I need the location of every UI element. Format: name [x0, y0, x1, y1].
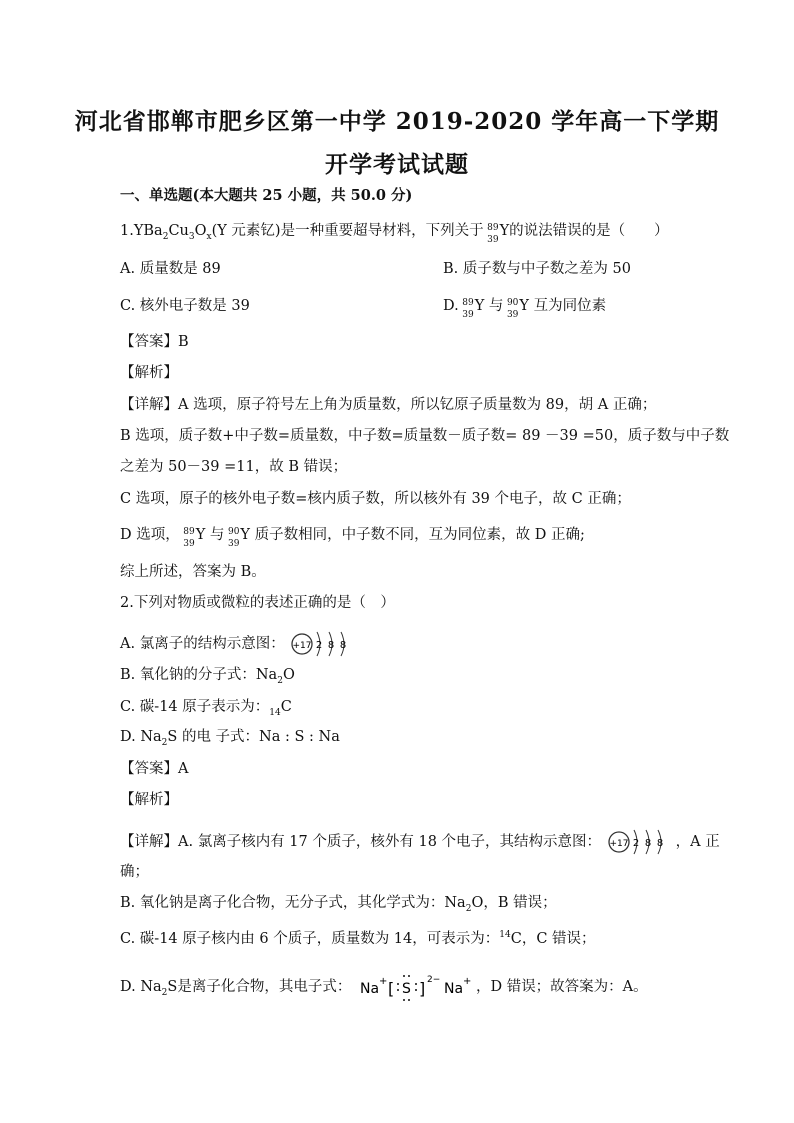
- electron-dot: [403, 999, 405, 1001]
- q2-option-b[interactable]: [120, 665, 295, 691]
- chloride-ion-structure-diagram: [289, 628, 359, 660]
- option-text: D. Na: [120, 729, 162, 745]
- q1-stem-text: (Y 元素钇)是一种重要超导材料，下列关于: [211, 223, 484, 239]
- section-heading: 一、单选题(本大题共 25 小题，共 50.0 分): [120, 187, 413, 204]
- shell-electron-count: 8: [328, 640, 335, 651]
- option-label: D.: [443, 298, 459, 314]
- subscript: 14: [269, 707, 281, 718]
- plus-charge: +: [378, 976, 388, 987]
- q2-detail-line: [120, 826, 720, 858]
- isotope-notation: [180, 525, 196, 549]
- shell-electron-count: 8: [644, 838, 651, 849]
- detail-text: D 选项，: [120, 527, 180, 543]
- subscript: 2: [277, 675, 283, 686]
- detail-text: Y 与: [195, 527, 225, 543]
- q1-answer: 【答案】B: [120, 334, 189, 350]
- mass-number: 90: [506, 298, 519, 308]
- na-symbol: Na: [443, 981, 464, 997]
- q1-stem-text: O: [194, 223, 207, 239]
- page-title-line1: 河北省邯郸市肥乡区第一中学 2019-2020 学年高一下学期: [74, 108, 720, 135]
- bracket: [: [387, 979, 395, 998]
- mass-number: 89: [183, 527, 195, 537]
- detail-text: C. 碳-14 原子核内由 6 个质子，质量数为 14，可表示为：: [120, 930, 500, 947]
- q2-option-c[interactable]: [120, 697, 292, 723]
- mass-number: 90: [227, 527, 240, 537]
- detail-text: Y 质子数相同，中子数不同，互为同位素，故 D 正确;: [240, 527, 585, 543]
- q1-stem-text: 的说法错误的是（ ）: [509, 223, 669, 239]
- isotope-notation: [459, 296, 475, 320]
- subscript: 2: [161, 987, 168, 998]
- q1-sub: 3: [188, 231, 195, 242]
- detail-text: ，A 正: [675, 834, 720, 850]
- superscript: 14: [499, 930, 511, 940]
- q1-summary: 综上所述，答案为 B。: [120, 564, 266, 580]
- chloride-ion-structure-diagram: [606, 826, 676, 858]
- shell-electron-count: 8: [340, 640, 347, 651]
- subscript: 2: [161, 737, 168, 748]
- option-text: C: [280, 699, 292, 715]
- q1-sub: x: [206, 231, 212, 242]
- q2-answer: 【答案】A: [120, 761, 189, 777]
- detail-text: ，D 错误；故答案为：A。: [475, 979, 648, 995]
- option-text: S 的电 子式：Na : S : Na: [167, 729, 340, 745]
- detail-text: D. Na: [120, 979, 162, 995]
- plus-charge: +: [462, 976, 472, 987]
- nucleus-charge: +17: [292, 641, 312, 651]
- electron-dot: [415, 983, 417, 985]
- q2-detail-line: 确；: [120, 864, 149, 880]
- detail-text: 【详解】A. 氯离子核内有 17 个质子，核外有 18 个电子，其结构示意图：: [120, 834, 602, 850]
- q1-detail-line: C 选项，原子的核外电子数=核内质子数，所以核外有 39 个电子，故 C 正确；: [120, 491, 631, 507]
- sulfur-symbol: S: [401, 981, 411, 997]
- atomic-number: 39: [227, 539, 240, 549]
- shell-electron-count: 8: [656, 838, 663, 849]
- nucleus-charge: +17: [609, 839, 629, 849]
- q1-option-d[interactable]: [443, 296, 607, 320]
- q1-option-c[interactable]: C. 核外电子数是 39: [120, 298, 250, 314]
- subscript: 2: [465, 903, 472, 914]
- q2-detail-line: [120, 970, 648, 1004]
- detail-text: O，B 错误；: [471, 895, 557, 911]
- option-text: Y 与: [474, 298, 504, 314]
- electron-dot: [408, 999, 410, 1001]
- q2-option-a[interactable]: [120, 628, 359, 660]
- q2-stem: 2.下列对物质或微粒的表述正确的是（ ）: [120, 595, 395, 611]
- atomic-number: 39: [462, 310, 474, 320]
- detail-text: C，C 错误；: [510, 930, 596, 947]
- q1-detail-line: B 选项，质子数+中子数=质量数，中子数=质量数－质子数= 89 －39 =50，质子数与中子数: [120, 428, 730, 444]
- shell-electron-count: 2: [632, 838, 639, 849]
- detail-text: B. 氧化钠是离子化合物，无分子式，其化学式为：Na: [120, 895, 466, 911]
- q2-analysis-label: 【解析】: [120, 792, 178, 808]
- atomic-number: 39: [506, 310, 519, 320]
- q1-option-b[interactable]: B. 质子数与中子数之差为 50: [443, 261, 631, 277]
- charge-label: 2−: [426, 975, 441, 985]
- atomic-number: 39: [487, 235, 499, 245]
- electron-dot: [415, 989, 417, 991]
- mass-number: 89: [462, 298, 474, 308]
- isotope-notation: [503, 296, 519, 320]
- q1-detail-line: 之差为 50－39 =11，故 B 错误；: [120, 459, 348, 475]
- q1-option-a[interactable]: A. 质量数是 89: [120, 261, 221, 277]
- electron-dot: [397, 989, 399, 991]
- electron-dot: [397, 983, 399, 985]
- q1-stem: [120, 221, 669, 247]
- bracket: ]: [418, 979, 426, 998]
- option-text: Y 互为同位素: [519, 298, 607, 314]
- option-text: C. 碳-14 原子表示为：: [120, 699, 270, 715]
- option-text: B. 氧化钠的分子式：Na: [120, 667, 278, 683]
- na-symbol: Na: [359, 981, 380, 997]
- q1-detail-line: 【详解】A 选项，原子符号左上角为质量数，所以钇原子质量数为 89，胡 A 正确；: [120, 397, 657, 413]
- q1-sub: 2: [162, 231, 169, 242]
- q2-detail-line: [120, 893, 557, 919]
- electron-dot: [408, 975, 410, 977]
- atomic-number: 39: [183, 539, 195, 549]
- q1-stem-text: 1.YBa: [120, 223, 163, 239]
- detail-text: S是离子化合物，其电子式：: [167, 979, 352, 995]
- q1-detail-line: [120, 525, 585, 549]
- sodium-sulfide-electron-formula: [356, 970, 476, 1004]
- option-text: A. 氯离子的结构示意图：: [120, 636, 285, 652]
- isotope-notation: [484, 221, 500, 245]
- electron-dot: [403, 975, 405, 977]
- element-symbol: Y: [499, 223, 510, 239]
- q2-detail-line: [120, 925, 596, 949]
- option-text: O: [282, 667, 295, 683]
- q2-option-d[interactable]: [120, 727, 340, 753]
- isotope-notation: [224, 525, 240, 549]
- q1-stem-text: Cu: [168, 223, 189, 239]
- q1-analysis-label: 【解析】: [120, 365, 178, 381]
- page-title-line2: 开学考试试题: [325, 151, 469, 178]
- shell-electron-count: 2: [316, 640, 323, 651]
- mass-number: 89: [487, 223, 499, 233]
